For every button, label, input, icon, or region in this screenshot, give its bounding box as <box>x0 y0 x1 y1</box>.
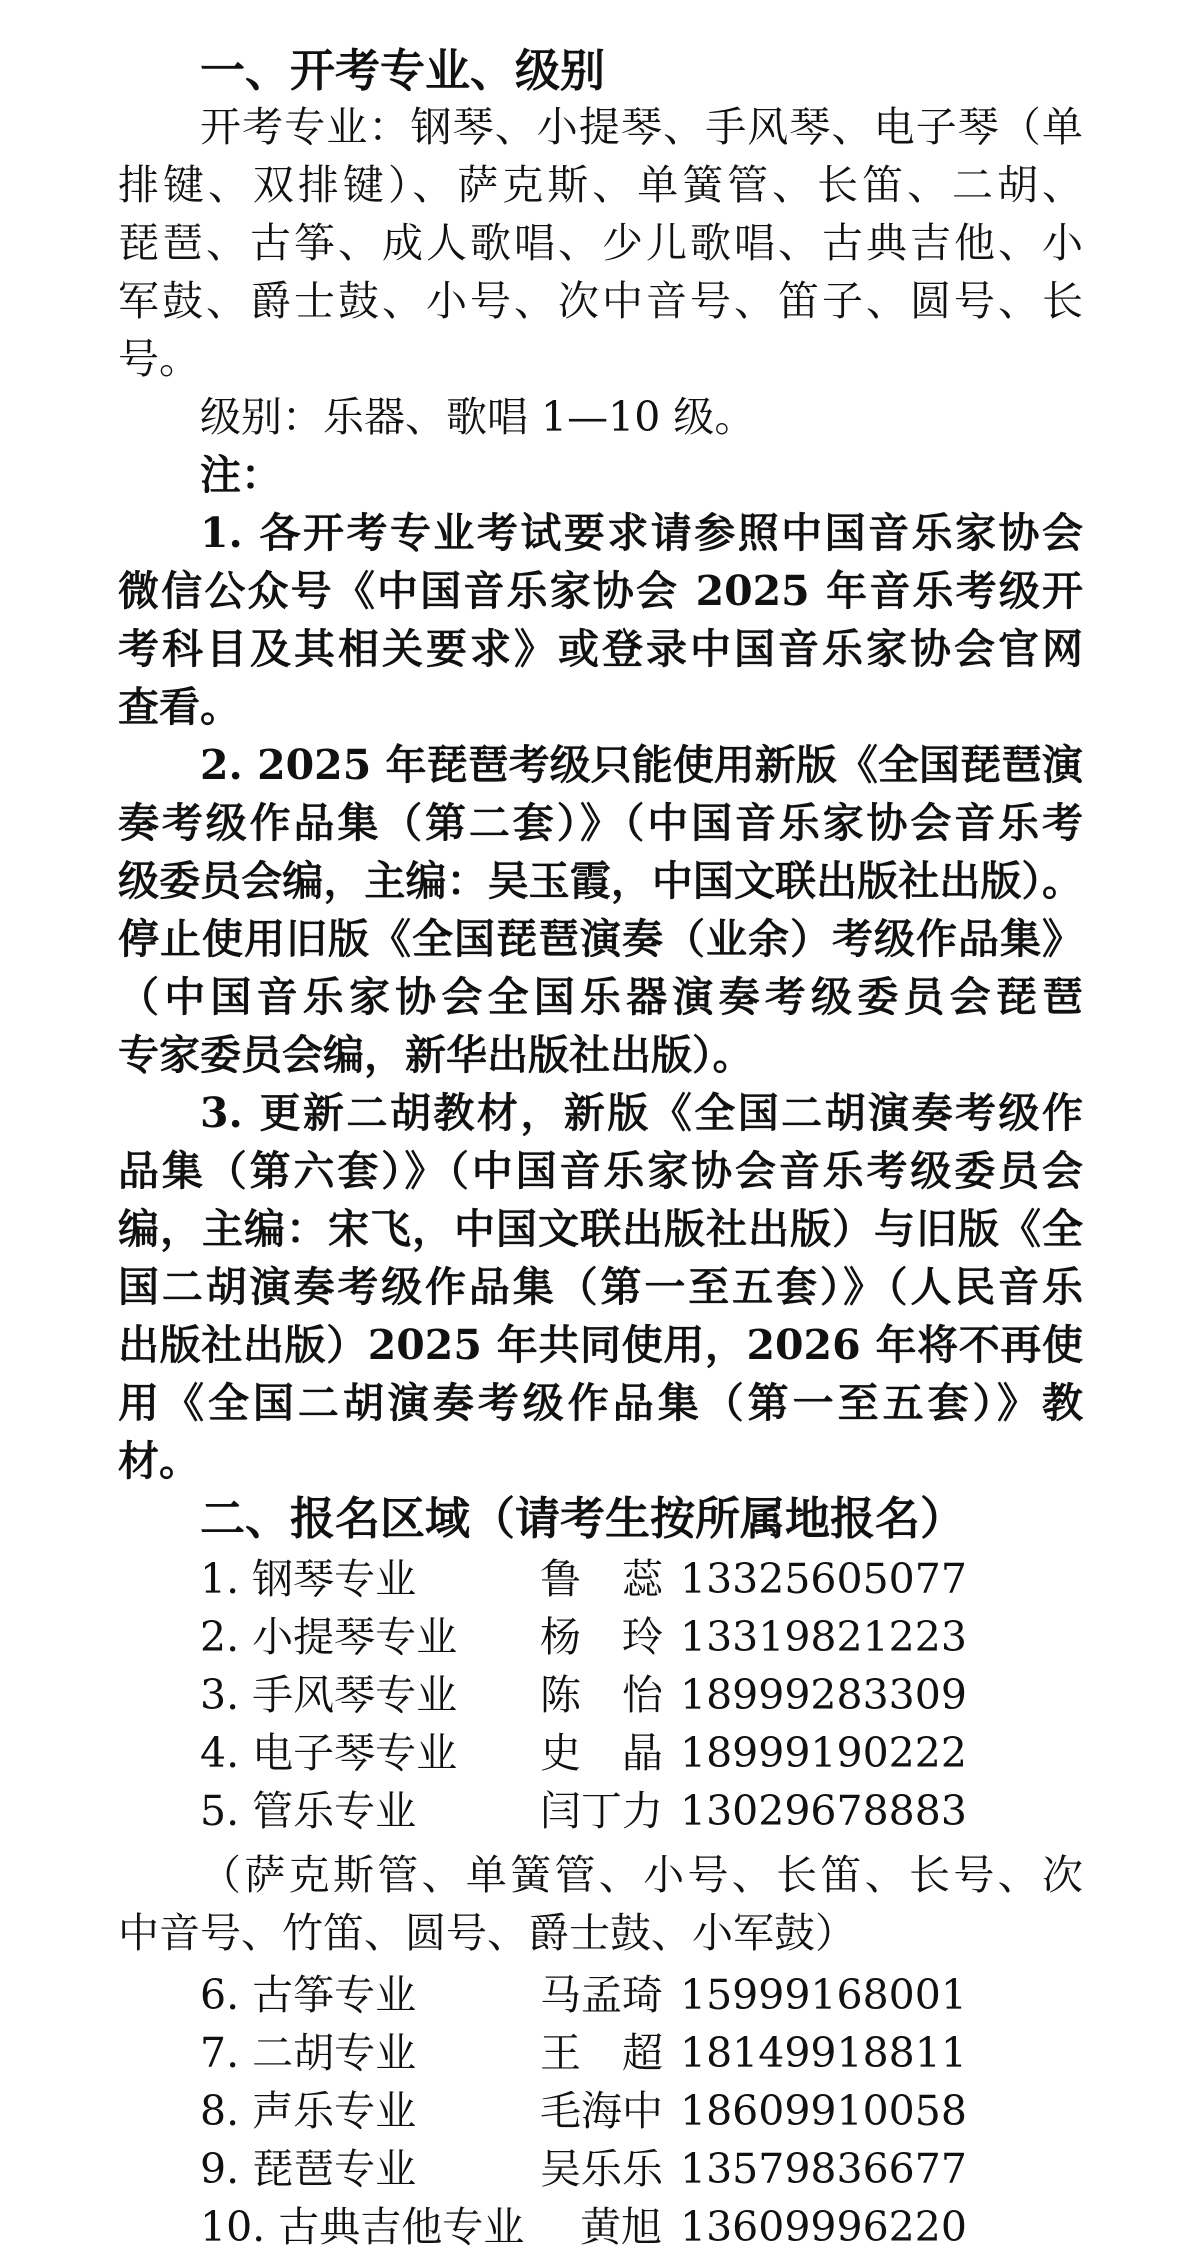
contact-name: 鲁 蕊 <box>540 1555 663 1603</box>
majors-line-5: 号。 <box>118 335 200 383</box>
note3-line-4: 国二胡演奏考级作品集（第一至五套）》（人民音乐 <box>118 1263 1083 1311</box>
note3-line-3: 编，主编：宋飞，中国文联出版社出版）与旧版《全 <box>118 1205 1083 1253</box>
winds-note-line-1: （萨克斯管、单簧管、小号、长笛、长号、次 <box>200 1851 1083 1899</box>
notes-title: 注： <box>200 451 282 499</box>
note2-line-2: 奏考级作品集（第二套）》（中国音乐家协会音乐考 <box>118 799 1083 847</box>
contact-name: 史 晶 <box>540 1729 663 1777</box>
contact-name: 闫丁力 <box>540 1787 663 1835</box>
majors-line-1: 开考专业：钢琴、小提琴、手风琴、电子琴（单 <box>200 103 1083 151</box>
contact-phone: 18999190222 <box>680 1729 967 1777</box>
contact-label: 3. 手风琴专业 <box>200 1671 458 1719</box>
contact-row-classical-guitar <box>200 2198 1083 2256</box>
contact-name: 毛海中 <box>540 2087 663 2135</box>
note3-line-2: 品集（第六套）》（中国音乐家协会音乐考级委员会 <box>118 1147 1083 1195</box>
note2-line-5: （中国音乐家协会全国乐器演奏考级委员会琵琶 <box>118 973 1083 1021</box>
contact-row-winds <box>200 1782 1083 1840</box>
contact-phone: 13029678883 <box>680 1787 967 1835</box>
levels-text: 级别：乐器、歌唱 1—10 级。 <box>200 393 756 441</box>
contact-row-vocal <box>200 2082 1083 2140</box>
contact-phone: 13579836677 <box>680 2145 967 2193</box>
note1-line-1: 1. 各开考专业考试要求请参照中国音乐家协会 <box>200 509 1083 557</box>
contact-row-erhu <box>200 2024 1083 2082</box>
note3-line-7: 材。 <box>118 1437 200 1485</box>
contact-phone: 15999168001 <box>680 1971 967 2019</box>
contact-label: 7. 二胡专业 <box>200 2029 417 2077</box>
contact-row-piano <box>200 1550 1083 1608</box>
contact-label: 6. 古筝专业 <box>200 1971 417 2019</box>
contact-name: 马孟琦 <box>540 1971 663 2019</box>
contact-name: 吴乐乐 <box>540 2145 663 2193</box>
contact-row-pipa <box>200 2140 1083 2198</box>
contact-row-guzheng <box>200 1966 1083 2024</box>
contact-phone: 18609910058 <box>680 2087 967 2135</box>
winds-note-line-2: 中音号、竹笛、圆号、爵士鼓、小军鼓） <box>118 1909 856 1957</box>
contact-name: 黄旭 <box>580 2203 662 2251</box>
note3-line-1: 3. 更新二胡教材，新版《全国二胡演奏考级作 <box>200 1089 1083 1137</box>
note2-line-4: 停止使用旧版《全国琵琶演奏（业余）考级作品集》 <box>118 915 1083 963</box>
contact-name: 杨 玲 <box>540 1613 663 1661</box>
contact-name: 陈 怡 <box>540 1671 663 1719</box>
contact-row-keyboard <box>200 1724 1083 1782</box>
contact-phone: 13609996220 <box>680 2203 967 2251</box>
note2-line-6: 专家委员会编，新华出版社出版）。 <box>118 1031 754 1079</box>
section2-heading: 二、报名区域（请考生按所属地报名） <box>200 1492 966 1545</box>
contact-label: 2. 小提琴专业 <box>200 1613 458 1661</box>
contact-label: 10. 古典吉他专业 <box>200 2203 525 2251</box>
contact-phone: 18999283309 <box>680 1671 967 1719</box>
majors-line-4: 军鼓、爵士鼓、小号、次中音号、笛子、圆号、长 <box>118 277 1083 325</box>
note3-line-5: 出版社出版）2025 年共同使用，2026 年将不再使 <box>118 1321 1083 1369</box>
note1-line-2: 微信公众号《中国音乐家协会 2025 年音乐考级开 <box>118 567 1083 615</box>
contact-label: 9. 琵琶专业 <box>200 2145 417 2193</box>
contact-phone: 13325605077 <box>680 1555 967 1603</box>
contact-row-violin <box>200 1608 1083 1666</box>
contact-label: 5. 管乐专业 <box>200 1787 417 1835</box>
section1-heading: 一、开考专业、级别 <box>200 44 606 97</box>
note2-line-1: 2. 2025 年琵琶考级只能使用新版《全国琵琶演 <box>200 741 1083 789</box>
contact-label: 8. 声乐专业 <box>200 2087 417 2135</box>
note1-line-3: 考科目及其相关要求》或登录中国音乐家协会官网 <box>118 625 1083 673</box>
note2-line-3: 级委员会编，主编：吴玉霞，中国文联出版社出版）。 <box>118 857 1083 905</box>
contact-label: 1. 钢琴专业 <box>200 1555 417 1603</box>
contact-name: 王 超 <box>540 2029 663 2077</box>
contact-phone: 13319821223 <box>680 1613 967 1661</box>
note3-line-6: 用《全国二胡演奏考级作品集（第一至五套）》教 <box>118 1379 1083 1427</box>
majors-line-2: 排键、双排键）、萨克斯、单簧管、长笛、二胡、 <box>118 161 1083 209</box>
contact-phone: 18149918811 <box>680 2029 967 2077</box>
majors-line-3: 琵琶、古筝、成人歌唱、少儿歌唱、古典吉他、小 <box>118 219 1083 267</box>
contact-label: 4. 电子琴专业 <box>200 1729 458 1777</box>
contact-row-accordion <box>200 1666 1083 1724</box>
note1-line-4: 查看。 <box>118 683 241 731</box>
